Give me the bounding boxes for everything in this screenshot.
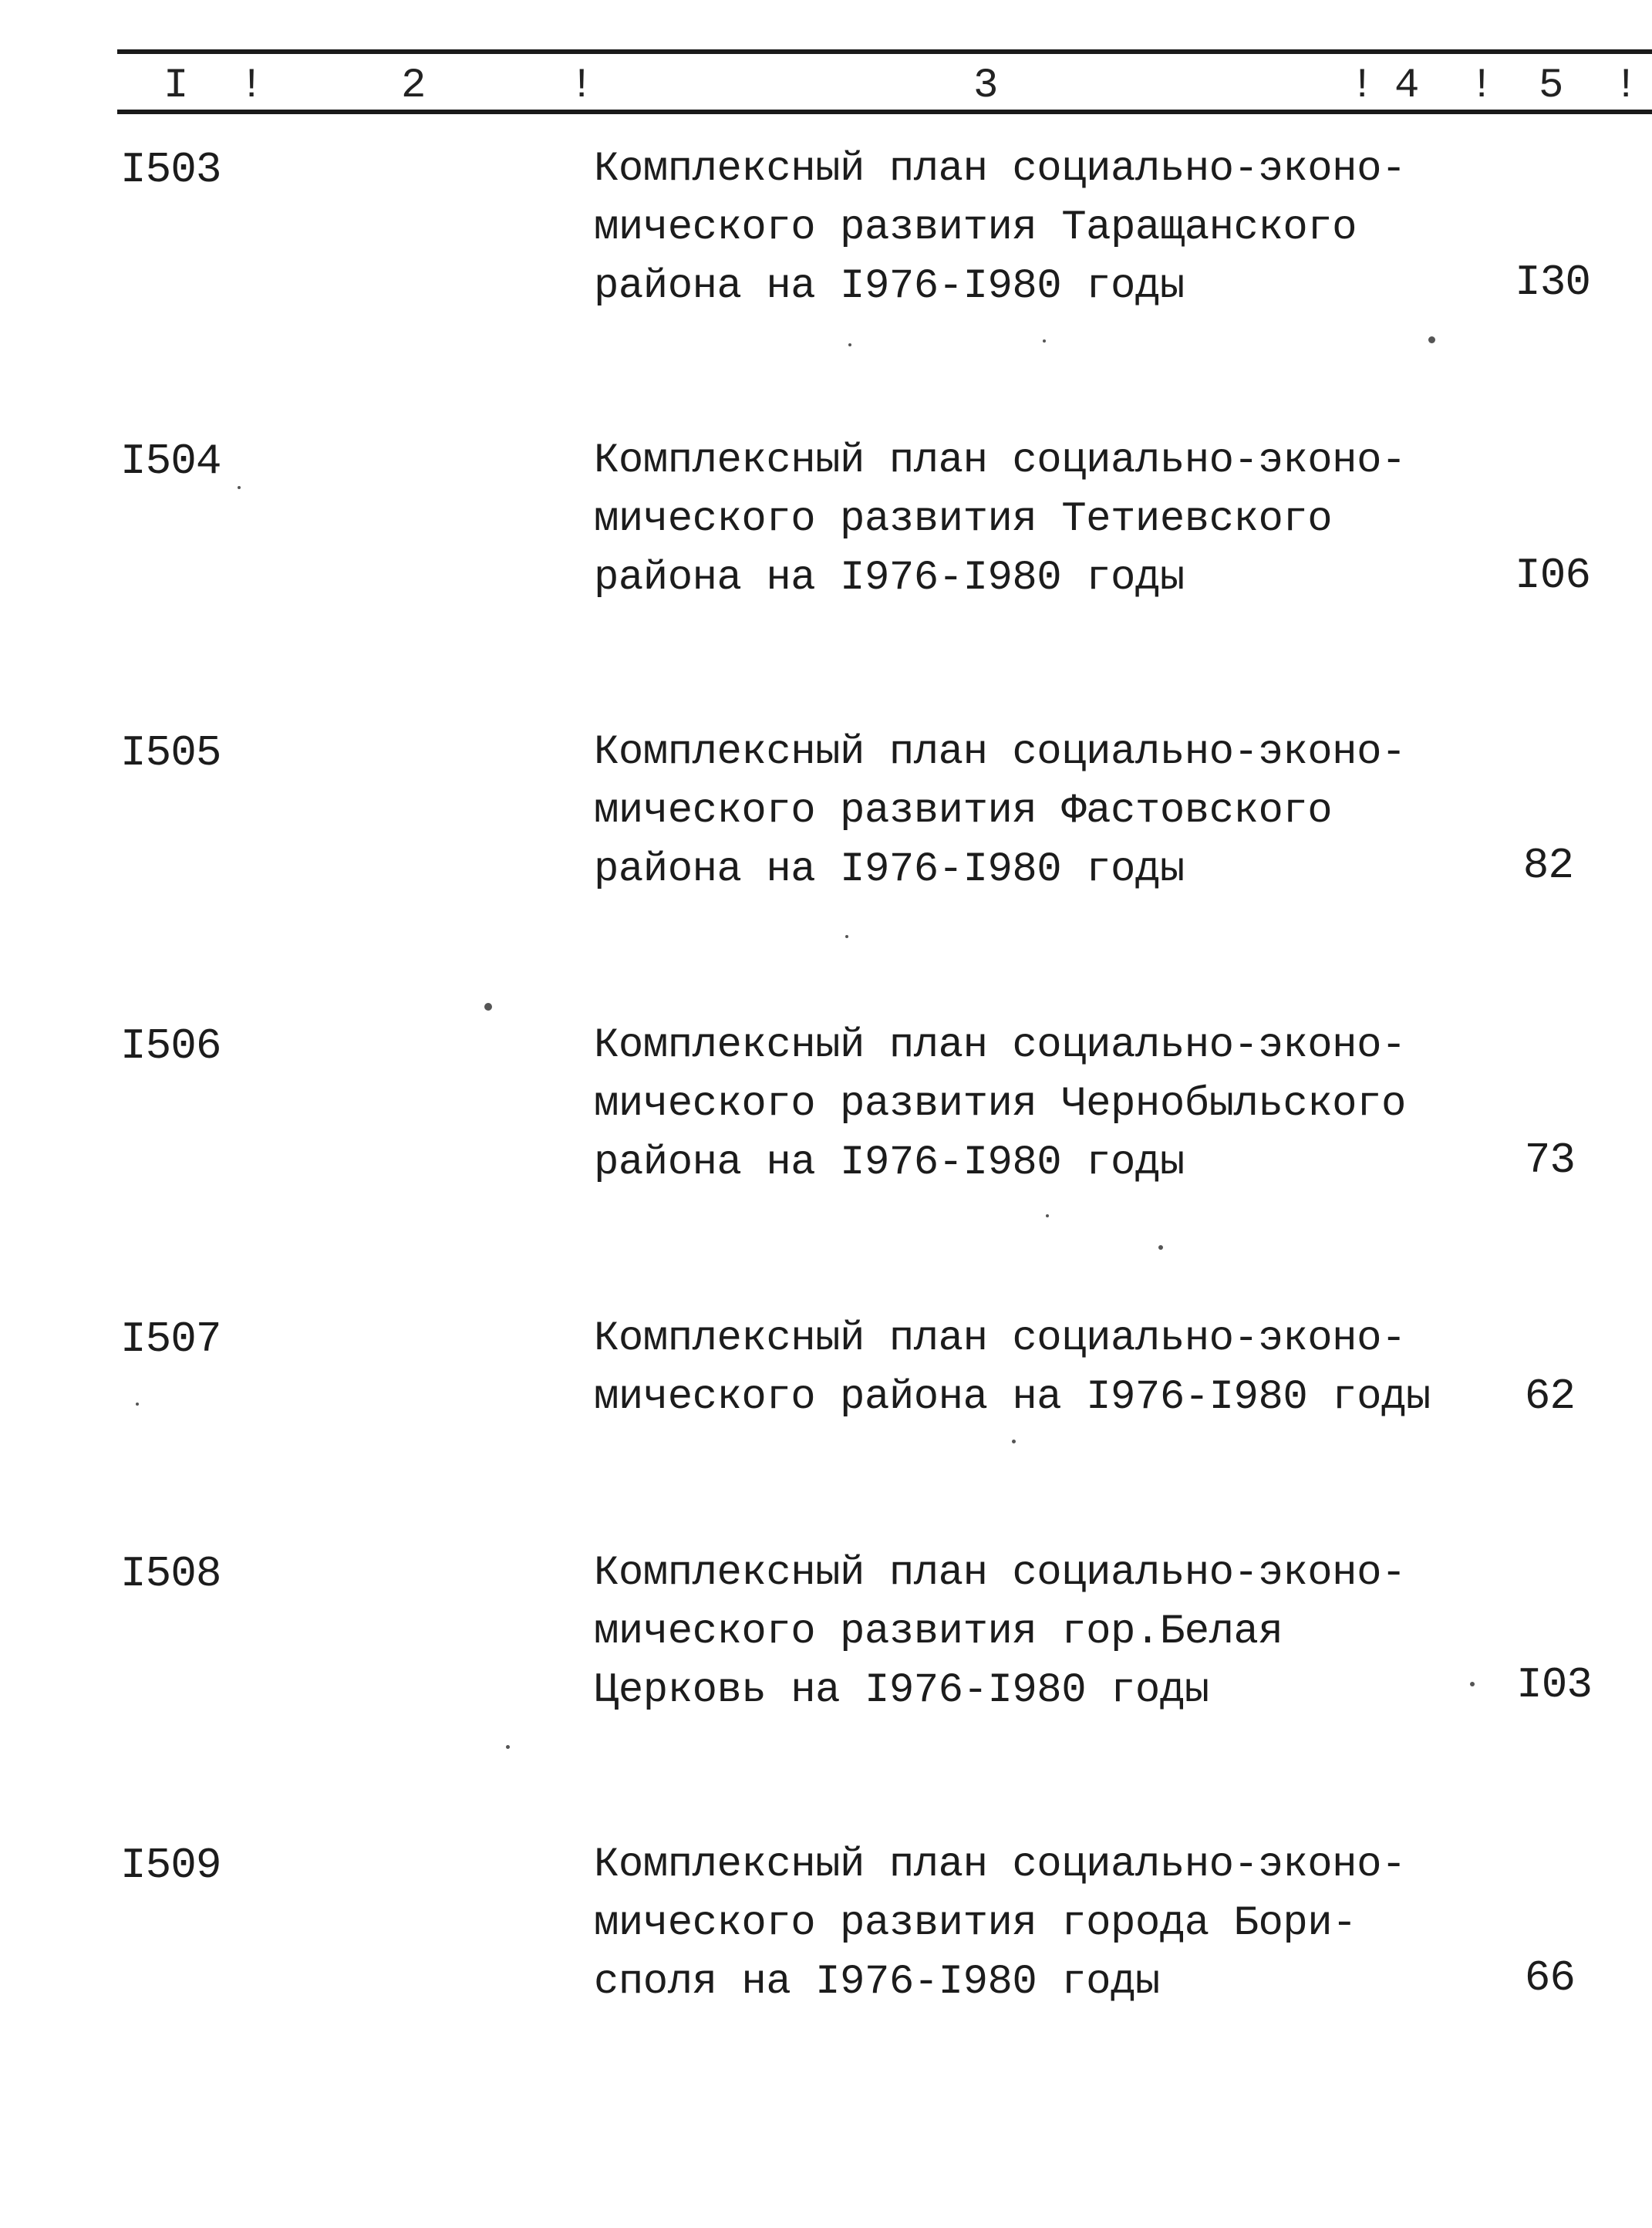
scan-speck <box>1158 1245 1163 1250</box>
scan-speck <box>1046 1214 1049 1217</box>
entry-title-line: споля на I976-I980 годы <box>594 1959 1160 2006</box>
entry-title-line: мического развития Чернобыльского <box>594 1081 1406 1128</box>
entry-page-count: I03 <box>1516 1660 1592 1710</box>
entry-title-line: Комплексный план социально-эконо- <box>594 437 1406 484</box>
entry-title-line: района на I976-I980 годы <box>594 555 1185 602</box>
entry-page-count: I30 <box>1515 258 1590 307</box>
entry-title-line: Комплексный план социально-эконо- <box>594 1550 1406 1597</box>
entry-page-count: 62 <box>1524 1372 1575 1421</box>
scan-speck <box>1428 336 1435 343</box>
entry-title-line: мического развития Таращанского <box>594 204 1357 251</box>
entry-title-line: Церковь на I976-I980 годы <box>594 1667 1209 1714</box>
column-4-label: 4 <box>1394 62 1420 110</box>
entry-title <box>594 1544 1442 1720</box>
entry-title <box>594 432 1442 608</box>
entry-number: I505 <box>120 728 221 778</box>
column-separator: ! <box>1613 62 1639 110</box>
scan-speck <box>1043 339 1046 343</box>
entry-number: I508 <box>120 1549 221 1598</box>
entry-title <box>594 1310 1442 1427</box>
entry-page-count: 82 <box>1522 841 1573 890</box>
header-bottom-rule <box>117 110 1652 114</box>
scan-speck <box>848 343 851 346</box>
entry-number: I503 <box>120 145 221 194</box>
entry-title-line: Комплексный план социально-эконо- <box>594 1841 1406 1889</box>
entry-page-count: 66 <box>1524 1953 1575 2003</box>
column-separator: ! <box>239 62 265 110</box>
entry-title-line: мического развития гор.Белая <box>594 1609 1283 1656</box>
column-5-label: 5 <box>1539 62 1564 110</box>
entry-title <box>594 1836 1442 2012</box>
entry-title-line: мического района на I976-I980 годы <box>594 1374 1431 1421</box>
entry-title-line: района на I976-I980 годы <box>594 846 1185 893</box>
entry-number: I507 <box>120 1315 221 1364</box>
scan-speck <box>1012 1440 1016 1443</box>
entry-title-line: района на I976-I980 годы <box>594 263 1185 310</box>
entry-number: I506 <box>120 1021 221 1071</box>
column-separator: ! <box>569 62 595 110</box>
entry-title-line: Комплексный план социально-эконо- <box>594 1022 1406 1069</box>
entry-title-line: мического развития города Бори- <box>594 1900 1357 1947</box>
scan-speck <box>136 1403 139 1406</box>
entry-title-line: мического развития Тетиевского <box>594 496 1333 543</box>
entry-page-count: 73 <box>1524 1136 1575 1185</box>
entry-number: I509 <box>120 1841 221 1890</box>
entry-title-line: района на I976-I980 годы <box>594 1139 1185 1187</box>
header-top-rule <box>117 49 1652 54</box>
entry-title <box>594 1017 1442 1193</box>
scan-speck <box>1470 1682 1475 1686</box>
entry-title <box>594 140 1442 316</box>
scan-speck <box>484 1003 492 1011</box>
column-1-label: I <box>164 62 189 110</box>
entry-title-line: Комплексный план социально-эконо- <box>594 146 1406 193</box>
column-3-label: 3 <box>973 62 999 110</box>
column-2-label: 2 <box>401 62 426 110</box>
entry-title-line: мического развития Фастовского <box>594 788 1333 835</box>
entry-number: I504 <box>120 437 221 486</box>
entry-title <box>594 724 1442 900</box>
scan-speck <box>506 1745 510 1749</box>
column-separator: ! <box>1469 62 1495 110</box>
column-separator: ! <box>1350 62 1375 110</box>
entry-title-line: Комплексный план социально-эконо- <box>594 729 1406 776</box>
entry-page-count: I06 <box>1515 551 1590 600</box>
scan-speck <box>238 486 241 489</box>
entry-title-line: Комплексный план социально-эконо- <box>594 1315 1406 1362</box>
scan-speck <box>845 935 848 938</box>
